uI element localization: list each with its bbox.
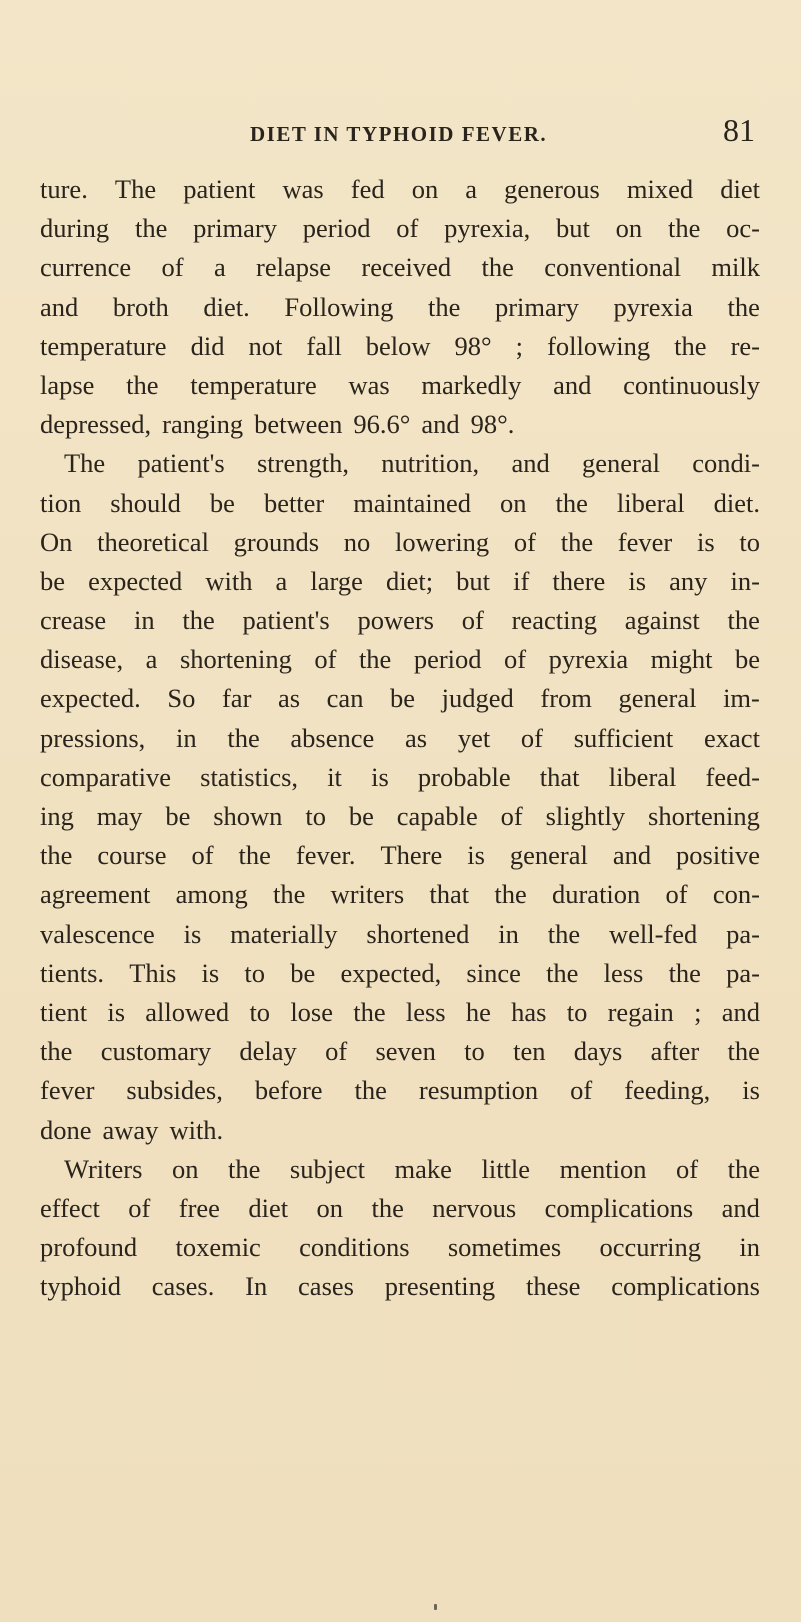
text-line: lapse the temperature was markedly and continuously — [40, 369, 760, 400]
running-head: DIET IN TYPHOID FEVER. — [250, 122, 548, 146]
text-line: the course of the fever. There is general and positive — [40, 840, 760, 871]
text-line: and broth diet. Following the primary pyrexia the — [40, 291, 760, 322]
text-line: profound toxemic conditions sometimes occurring in — [40, 1232, 760, 1263]
text-line: during the primary period of pyrexia, but on the oc- — [40, 213, 760, 244]
text-line: the customary delay of seven to ten days after the — [40, 1036, 760, 1067]
text-line: agreement among the writers that the duration of con- — [40, 879, 760, 910]
print-speck — [434, 1604, 437, 1610]
text-line: depressed, ranging between 96.6° and 98°. — [40, 409, 515, 440]
text-line: temperature did not fall below 98° ; following the re- — [40, 330, 760, 361]
text-line: The patient's strength, nutrition, and general condi- — [64, 448, 760, 479]
text-line: On theoretical grounds no lowering of the fever is to — [40, 526, 760, 557]
text-line: done away with. — [40, 1114, 224, 1145]
text-line: tion should be better maintained on the liberal diet. — [40, 487, 760, 518]
text-line: expected. So far as can be judged from general im- — [40, 683, 760, 714]
text-line: ing may be shown to be capable of slightly shortening — [40, 801, 760, 831]
text-line: pressions, in the absence as yet of sufficient exact — [40, 722, 760, 753]
text-line: ture. The patient was fed on a generous mixed diet — [40, 174, 760, 204]
page-number: 81 — [723, 112, 755, 148]
page-header — [40, 112, 760, 156]
text-line: currence of a relapse received the conventional milk — [40, 252, 760, 283]
body-text — [40, 170, 760, 1306]
text-line: crease in the patient's powers of reacting against the — [40, 605, 760, 636]
text-line: fever subsides, before the resumption of feeding, is — [40, 1075, 760, 1106]
text-line: valescence is materially shortened in the well-fed pa- — [40, 918, 760, 949]
text-line: Writers on the subject make little mention of the — [64, 1153, 760, 1184]
text-line: tient is allowed to lose the less he has to regain ; and — [40, 996, 760, 1027]
text-line: disease, a shortening of the period of pyrexia might be — [40, 644, 760, 675]
text-line: comparative statistics, it is probable that liberal feed- — [40, 761, 760, 792]
text-line: tients. This is to be expected, since the less the pa- — [40, 957, 760, 988]
text-line: typhoid cases. In cases presenting these complications — [40, 1271, 760, 1302]
text-line: be expected with a large diet; but if there is any in- — [40, 565, 760, 596]
text-line: effect of free diet on the nervous complications and — [40, 1192, 760, 1223]
